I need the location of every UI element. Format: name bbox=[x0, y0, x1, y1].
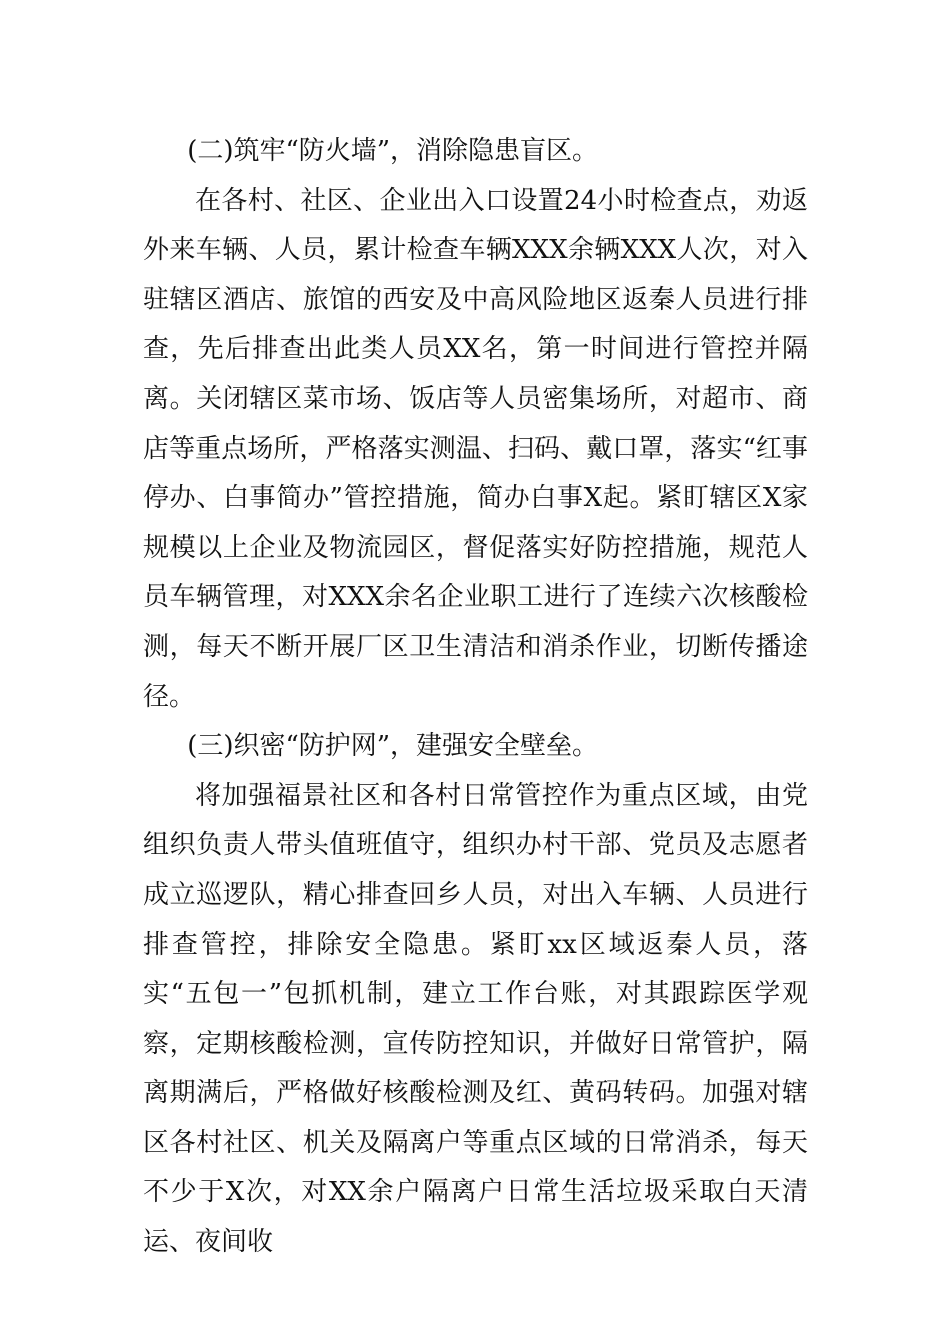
section-2-paragraph: 在各村、社区、企业出入口设置24小时检查点，劝返外来车辆、人员，累计检查车辆XXX余辆XXX人次，对入驻辖区酒店、旅馆的西安及中高风险地区返秦人员进行排查，先后排查出此类人员XX名，第一时间进行管控并隔离。关闭辖区菜市场、饭店等人员密集场所，对超市、商店等重点场所，严格落实测温、扫码、戴口罩，落实“红事停办、白事简办”管控措施，简办白事X起。紧盯辖区X家规模以上企业及物流园区，督促落实好防控措施，规范人员车辆管理，对XXX余名企业职工进行了连续六次核酸检测，每天不断开展厂区卫生清洁和消杀作业，切断传播途径。 bbox=[143, 185, 808, 712]
section-2-heading: (二)筑牢“防火墙”，消除隐患盲区。 bbox=[187, 136, 599, 166]
section-3-heading: (三)织密“防护网”，建强安全壁垒。 bbox=[187, 731, 599, 762]
document-body bbox=[143, 127, 808, 1268]
section-3-paragraph: 将加强福景社区和各村日常管控作为重点区域，由党组织负责人带头值班值守，组织办村干部、党员及志愿者成立巡逻队，精心排查回乡人员，对出入车辆、人员进行排查管控，排除安全隐患。紧盯xx区域返秦人员，落实“五包一”包抓机制，建立工作台账，对其跟踪医学观察，定期核酸检测，宣传防控知识，并做好日常管护，隔离期满后，严格做好核酸检测及红、黄码转码。加强对辖区各村社区、机关及隔离户等重点区域的日常消杀，每天不少于X次，对XX余户隔离户日常生活垃圾采取白天清运、夜间收 bbox=[143, 780, 808, 1258]
